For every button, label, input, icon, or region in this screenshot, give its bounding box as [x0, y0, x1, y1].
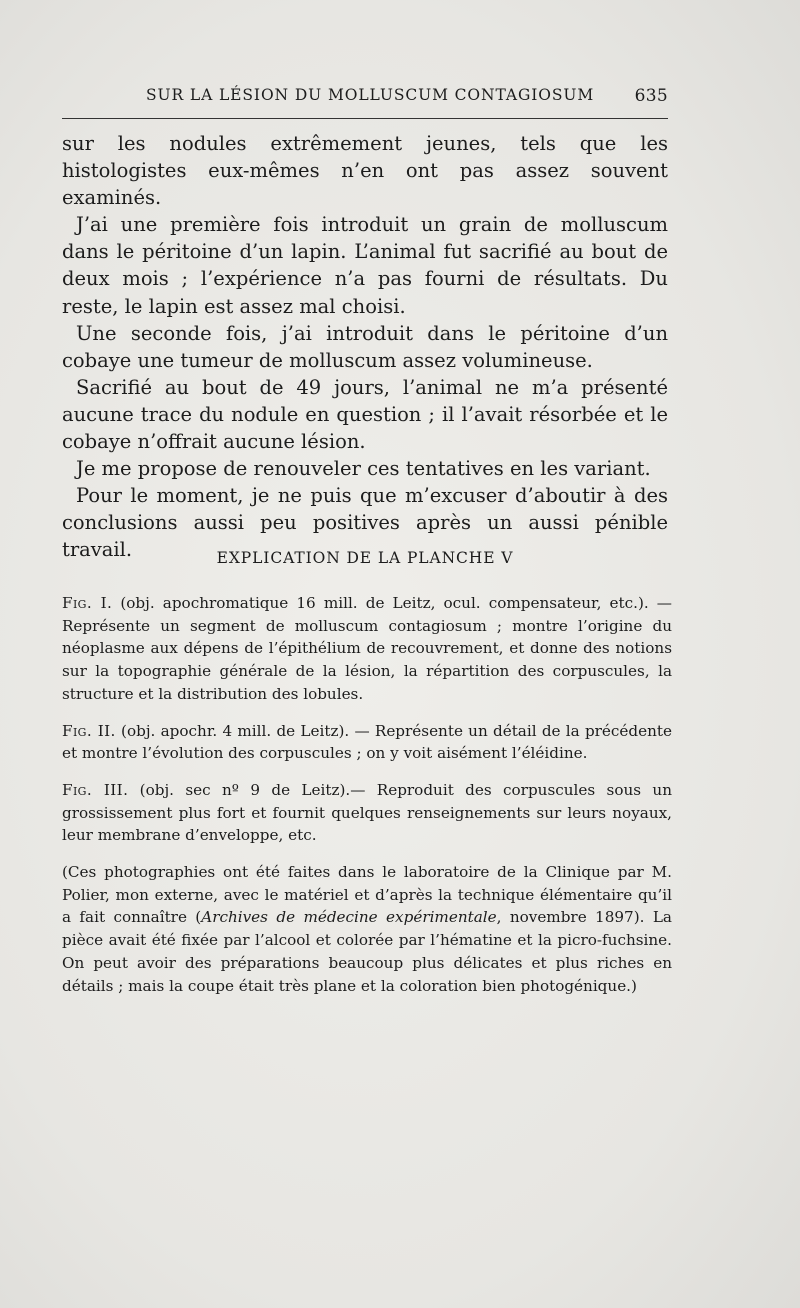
figure-label: Fig. I.: [62, 594, 113, 612]
paragraph: sur les nodules extrêmement jeunes, tels que les histologistes eux-mêmes n’en ont pas assez souvent examinés.: [62, 132, 668, 210]
figure-caption-2: [62, 720, 672, 765]
paragraph: Je me propose de renouveler ces tentatives en les variant.: [76, 457, 651, 481]
figure-caption-1: [62, 592, 672, 706]
paragraph: J’ai une première fois introduit un grain de molluscum dans le péritoine d’un lapin. L’animal fut sacrifié au bout de deux mois ; l’expérience n’a pas fourni de résultats. Du reste, le lapin est assez mal choisi.: [62, 213, 668, 318]
page-header: [62, 86, 668, 110]
paragraph: Sacrifié au bout de 49 jours, l’animal ne m’a présenté aucune trace du nodule en question ; il l’avait résorbée et le cobaye n’offrait aucune lésion.: [62, 375, 668, 454]
section-title: EXPLICATION DE LA PLANCHE V: [216, 549, 514, 567]
running-title: SUR LA LÉSION DU MOLLUSCUM CONTAGIOSUM: [146, 86, 595, 104]
paragraph: Une seconde fois, j’ai introduit dans le péritoine d’un cobaye une tumeur de molluscum assez volumineuse.: [62, 321, 668, 372]
body-text: [62, 130, 668, 564]
figure-text: (obj. sec nº 9 de Leitz).— Reproduit des corpuscules sous un grossissement plus fort et fournit quelques renseignements sur leurs noyaux, leur membrane d’enveloppe, etc.: [62, 780, 672, 845]
figure-captions: [62, 592, 672, 1011]
page-number: 635: [634, 86, 668, 106]
figure-caption-3: [62, 779, 672, 847]
journal-title: Archives de médecine expérimentale: [201, 908, 497, 927]
note-text: (Ces photographies ont été faites dans le laboratoire de la Clinique par M. Polier, mon externe, avec le matériel et d’après la technique élémentaire qu’il a fait connaître (: [62, 863, 672, 927]
figure-label: Fig. III.: [62, 780, 129, 799]
figure-text: (obj. apochromatique 16 mill. de Leitz, ocul. compensateur, etc.). — Représente un segment de molluscum contagiosum ; montre l’origine du néoplasme aux dépens de l’épithélium de recouvrement, et donne des notions sur la topographie générale de la lésion, la répartition des corpuscules, la structure et la distribution des lobules.: [62, 594, 672, 703]
figure-text: (obj. apochr. 4 mill. de Leitz). — Représente un détail de la précédente et montre l’évolution des corpuscules ; on y voit aisément l’éléidine.: [62, 721, 672, 763]
paragraph: Pour le moment, je ne puis que m’excuser d’aboutir à des conclusions aussi peu positives après un aussi pénible travail.: [62, 484, 668, 562]
header-rule: [62, 118, 668, 119]
note-text: , novembre 1897). La pièce avait été fixée par l’alcool et colorée par l’hématine et la picro-fuchsine. On peut avoir des préparations beaucoup plus délicates et plus riches en détails ; mais la coupe était très plane et la coloration bien photogénique.): [62, 908, 672, 995]
figure-label: Fig. II.: [62, 721, 116, 740]
photo-note: [62, 861, 672, 997]
